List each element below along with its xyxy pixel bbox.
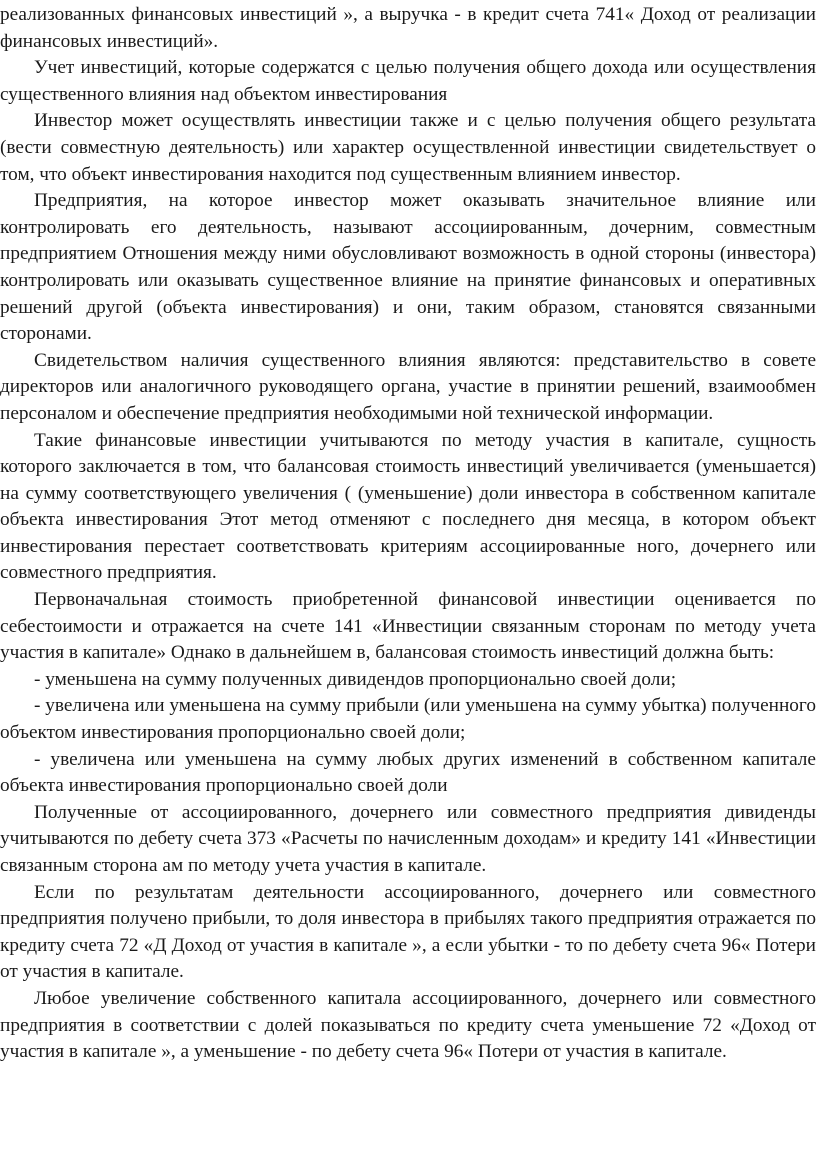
- paragraph: Полученные от ассоциированного, дочернего или совместного предприятия дивиденды учитываются по дебету счета 373 «Расчеты по начисленным доходам» и кредиту 141 «Инвестиции связанным сторона ам по методу учета участия в капитале.: [0, 801, 816, 876]
- list-item: - увеличена или уменьшена на сумму прибыли (или уменьшена на сумму убытка) полученного объектом инвестирования пропорционально своей доли;: [0, 695, 816, 744]
- paragraph: Предприятия, на которое инвестор может оказывать значительное влияние или контролировать его деятельность, называют ассоциированным, дочерним, совместным предприятием Отношения между ними обусловливают возможность в одной стороны (инвестора) контролировать или оказывать существенное влияние на принятие финансовых и оперативных решений другой (объекта инвестирования) и они, таким образом, становятся связанными сторонами.: [0, 190, 816, 345]
- paragraph: Свидетельством наличия существенного влияния являются: представительство в совете директоров или аналогичного руководящего органа, участие в принятии решений, взаимообмен персоналом и обеспечение предприятия необходимыми ной технической информации.: [0, 349, 816, 424]
- paragraph: Инвестор может осуществлять инвестиции также и с целью получения общего результата (вести совместную деятельность) или характер осуществленной инвестиции свидетельствует о том, что объект инвестирования находится под существенным влиянием инвестор.: [0, 110, 816, 185]
- paragraph: Первоначальная стоимость приобретенной финансовой инвестиции оценивается по себестоимости и отражается на счете 141 «Инвестиции связанным сторонам по методу учета участия в капитале» Однако в дальнейшем в, балансовая стоимость инвестиций должна быть:: [0, 589, 816, 664]
- paragraph: Если по результатам деятельности ассоциированного, дочернего или совместного предприятия получено прибыли, то доля инвестора в прибылях такого предприятия отражается по кредиту счета 72 «Д Доход от участия в капитале », а если убытки - то по дебету счета 96« Потери от участия в капитале.: [0, 881, 816, 983]
- paragraph: Такие финансовые инвестиции учитываются по методу участия в капитале, сущность которого заключается в том, что балансовая стоимость инвестиций увеличивается (уменьшается) на сумму соответствующего увеличения ( (уменьшение) доли инвестора в собственном капитале объекта инвестирования Этот метод отменяют с последнего дня месяца, в котором объект инвестирования перестает соответствовать критериям ассоциированные ного, дочернего или совместного предприятия.: [0, 429, 816, 584]
- list-item: - уменьшена на сумму полученных дивидендов пропорционально своей доли;: [34, 668, 677, 690]
- list-item: - увеличена или уменьшена на сумму любых других изменений в собственном капитале объекта инвестирования пропорционально своей доли: [0, 748, 816, 797]
- paragraph: Учет инвестиций, которые содержатся с целью получения общего дохода или осуществления существенного влияния над объектом инвестирования: [0, 57, 816, 105]
- paragraph-continuation: реализованных финансовых инвестиций », а выручка - в кредит счета 741« Доход от реализации финансовых инвестиций».: [0, 4, 816, 52]
- paragraph: Любое увеличение собственного капитала ассоциированного, дочернего или совместного предприятия в соответствии с долей показываться по кредиту счета уменьшение 72 «Доход от участия в капитале », а уменьшение - по дебету счета 96« Потери от участия в капитале.: [0, 987, 816, 1063]
